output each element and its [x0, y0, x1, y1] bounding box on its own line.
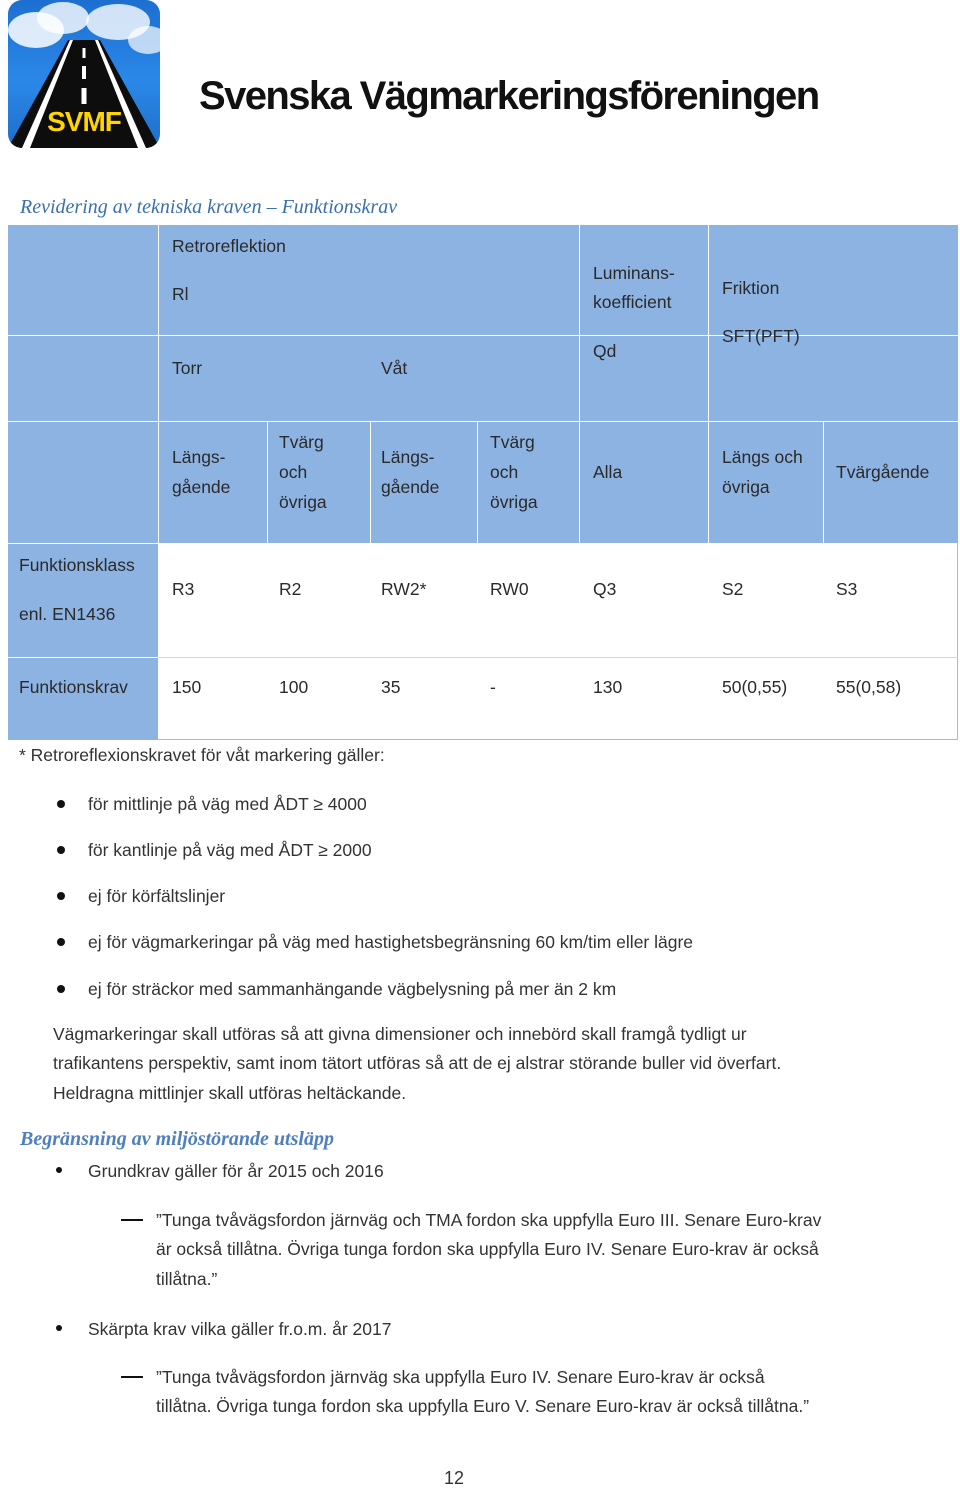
- bullet-icon: [57, 985, 65, 993]
- row-label-funktionskrav: Funktionskrav: [19, 677, 128, 697]
- grid-line: [370, 421, 371, 543]
- logo-text: SVMF: [47, 106, 121, 137]
- subheader-tvarg-1a: Tvärg: [279, 432, 324, 452]
- grid-line: [579, 225, 580, 543]
- krav-value: 100: [279, 677, 309, 697]
- header-luminans-2: koefficient: [593, 292, 672, 312]
- grid-line: [8, 335, 958, 336]
- dash-icon: [121, 1376, 143, 1378]
- bullet-icon: [57, 800, 65, 808]
- bullet-icon: [57, 892, 65, 900]
- grid-line: [8, 543, 958, 544]
- subheader-tvarg-1b: och: [279, 462, 308, 482]
- subheader-tvarg-2b: och: [490, 462, 519, 482]
- note-paragraph-line: Heldragna mittlinjer skall utföras heltäckande.: [53, 1083, 407, 1103]
- grid-line: [8, 657, 158, 658]
- subheader-langs-och-b: övriga: [722, 477, 770, 497]
- table-border: [957, 543, 958, 740]
- note-item: ej för vägmarkeringar på väg med hastighetsbegränsning 60 km/tim eller lägre: [88, 932, 694, 952]
- grid-line: [823, 421, 824, 543]
- header-luminans-1: Luminans-: [593, 263, 675, 283]
- bullet-icon: [57, 938, 65, 946]
- subheader-langsgaende-2a: Längs-: [381, 447, 435, 467]
- klass-value: RW2*: [381, 579, 427, 599]
- header-rl: Rl: [172, 284, 189, 304]
- note-item: för mittlinje på väg med ÅDT ≥ 4000: [88, 794, 367, 814]
- note-item: för kantlinje på väg med ÅDT ≥ 2000: [88, 840, 372, 860]
- row-label-funktionsklass-2: enl. EN1436: [19, 604, 116, 624]
- section-title-funktionskrav: Revidering av tekniska kraven – Funktionskrav: [20, 196, 398, 218]
- krav-value: 150: [172, 677, 202, 697]
- svmf-logo: [8, 0, 160, 148]
- dash-icon: [121, 1219, 143, 1221]
- klass-value: S3: [836, 579, 858, 599]
- subheader-tvarg-2c: övriga: [490, 492, 538, 512]
- krav-value: 55(0,58): [836, 677, 902, 697]
- header-vat: Våt: [381, 358, 408, 378]
- klass-value: S2: [722, 579, 744, 599]
- grid-line: [8, 421, 958, 422]
- skarpta-text-line: tillåtna. Övriga tunga fordon ska uppfylla Euro V. Senare Euro-krav är också tillåtna.”: [156, 1396, 810, 1416]
- grundkrav-bullet: Grundkrav gäller för år 2015 och 2016: [88, 1161, 384, 1181]
- grid-line: [708, 225, 709, 543]
- table-header-band: [158, 225, 958, 543]
- bullet-icon: [56, 1167, 62, 1173]
- table-corner-blank: [8, 225, 158, 543]
- page-number: 12: [444, 1468, 465, 1488]
- krav-value: 35: [381, 677, 401, 697]
- note-item: ej för sträckor med sammanhängande vägbelysning på mer än 2 km: [88, 979, 617, 999]
- subheader-tvarg-2a: Tvärg: [490, 432, 535, 452]
- note-intro: * Retroreflexionskravet för våt markering gäller:: [19, 745, 385, 765]
- grid-line: [158, 225, 159, 740]
- krav-value: -: [490, 677, 496, 697]
- klass-value: R2: [279, 579, 302, 599]
- note-paragraph-line: trafikantens perspektiv, samt inom tätort utföras så att de ej alstrar störande buller vid överfart.: [53, 1053, 782, 1073]
- header-friktion: Friktion: [722, 278, 780, 298]
- grundkrav-text-line: är också tillåtna. Övriga tunga fordon ska uppfylla Euro IV. Senare Euro-krav är också: [156, 1239, 819, 1259]
- klass-value: R3: [172, 579, 195, 599]
- subheader-langsgaende-1b: gående: [172, 477, 231, 497]
- note-item: ej för körfältslinjer: [88, 886, 226, 906]
- klass-value: RW0: [490, 579, 529, 599]
- grundkrav-text-line: tillåtna.”: [156, 1269, 218, 1289]
- row-label-funktionsklass-1: Funktionsklass: [19, 555, 135, 575]
- grundkrav-text-line: ”Tunga tvåvägsfordon järnväg och TMA fordon ska uppfylla Euro III. Senare Euro-krav: [156, 1210, 822, 1230]
- header-retroreflektion: Retroreflektion: [172, 236, 286, 256]
- krav-value: 50(0,55): [722, 677, 788, 697]
- section-title-miljo: Begränsning av miljöstörande utsläpp: [20, 1128, 334, 1150]
- subheader-tvarg-1c: övriga: [279, 492, 327, 512]
- table-border: [158, 657, 958, 658]
- klass-value: Q3: [593, 579, 617, 599]
- note-paragraph-line: Vägmarkeringar skall utföras så att givna dimensioner och innebörd skall framgå tydligt ur: [53, 1024, 747, 1044]
- bullet-icon: [56, 1325, 62, 1331]
- krav-value: 130: [593, 677, 623, 697]
- header-qd: Qd: [593, 341, 617, 361]
- bullet-icon: [57, 846, 65, 854]
- funktionskrav-table: [8, 225, 958, 740]
- skarpta-text-line: ”Tunga tvåvägsfordon järnväg ska uppfylla Euro IV. Senare Euro-krav är också: [156, 1367, 765, 1387]
- subheader-langsgaende-2b: gående: [381, 477, 440, 497]
- grid-line: [477, 421, 478, 543]
- skarpta-krav-bullet: Skärpta krav vilka gäller fr.o.m. år 2017: [88, 1319, 392, 1339]
- organization-name: Svenska Vägmarkeringsföreningen: [199, 74, 819, 118]
- subheader-alla: Alla: [593, 462, 623, 482]
- grid-line: [267, 421, 268, 543]
- header-sft: SFT(PFT): [722, 326, 800, 346]
- subheader-langsgaende-1a: Längs-: [172, 447, 226, 467]
- subheader-tvargaende: Tvärgående: [836, 462, 930, 482]
- subheader-langs-och-a: Längs och: [722, 447, 803, 467]
- header-torr: Torr: [172, 358, 203, 378]
